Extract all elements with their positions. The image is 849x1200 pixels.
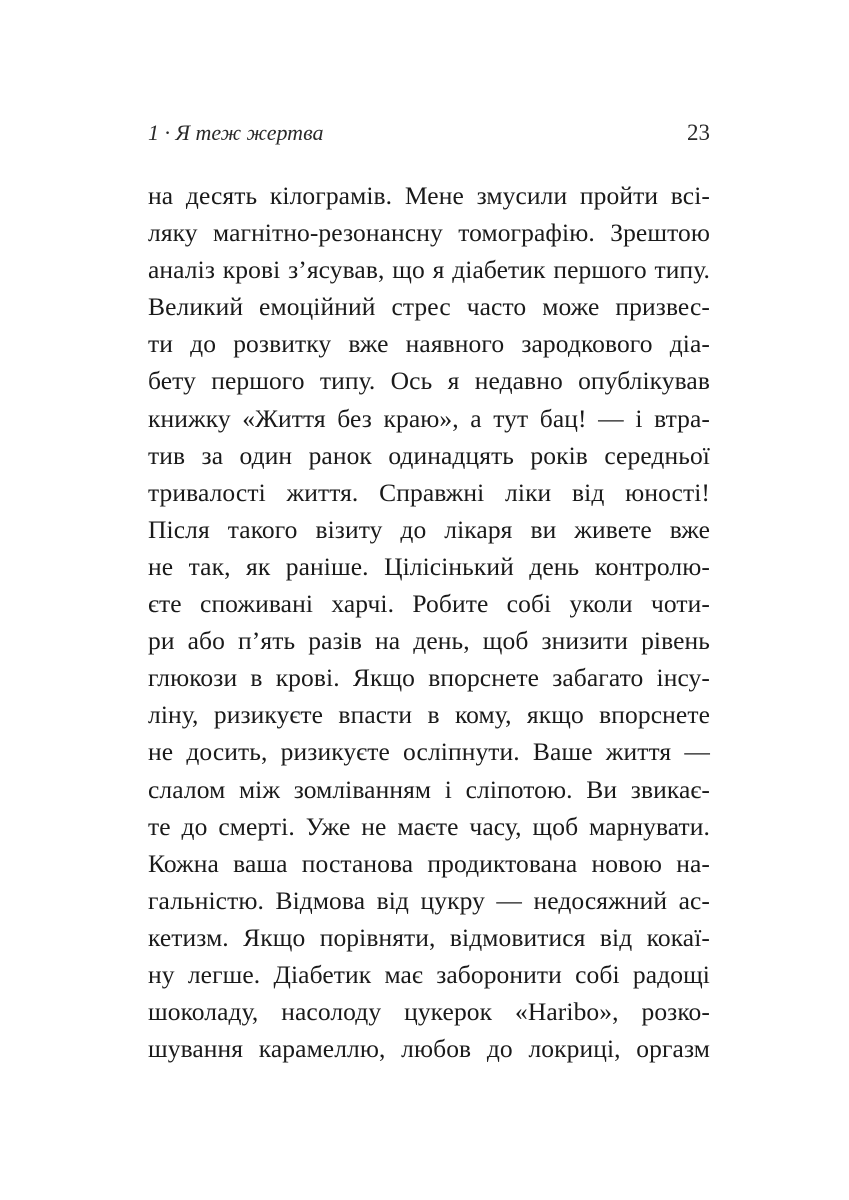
text-line: ліну, ризикуєте впасти в кому, якщо впорснете — [148, 700, 710, 730]
text-line: шоколаду, насолоду цукерок «Haribo», розко- — [148, 997, 710, 1027]
text-line: книжку «Життя без краю», а тут бац! — і втра- — [148, 403, 710, 433]
text-line: Кожна ваша постанова продиктована новою на- — [148, 848, 710, 878]
text-line: не досить, ризикуєте осліпнути. Ваше життя — — [148, 737, 710, 767]
chapter-title: 1 · Я теж жертва — [148, 120, 324, 145]
text-line: Великий емоційний стрес часто може призвес- — [148, 292, 710, 322]
text-line: те до смерті. Уже не маєте часу, щоб марнувати. — [148, 811, 710, 841]
text-line: тривалості життя. Справжні ліки від юності! — [148, 477, 710, 507]
text-line: на десять кілограмів. Мене змусили пройти всі- — [148, 181, 710, 210]
text-line: слалом між зомліванням і сліпотою. Ви звикає- — [148, 774, 710, 804]
body-text — [148, 177, 710, 1067]
text-line: шування карамеллю, любов до локриці, оргазм — [148, 1034, 710, 1064]
text-line: тив за один ранок одинадцять років середньої — [148, 440, 710, 470]
text-line: бету першого типу. Ось я недавно опублікував — [148, 366, 710, 396]
text-line: глюкози в крові. Якщо впорснете забагато інсу- — [148, 663, 710, 693]
text-line: не так, як раніше. Цілісінький день контролю- — [148, 551, 710, 581]
text-line: кетизм. Якщо порівняти, відмовитися від кокаї- — [148, 922, 710, 952]
text-line: ну легше. Діабетик має заборонити собі радощі — [148, 959, 710, 989]
text-line: гальністю. Відмова від цукру — недосяжний ас- — [148, 885, 710, 915]
page-number: 23 — [687, 120, 710, 145]
text-line: аналіз крові з’ясував, що я діабетик першого типу. — [148, 255, 710, 285]
text-line: єте споживані харчі. Робите собі уколи чоти- — [148, 589, 710, 619]
text-line: Після такого візиту до лікаря ви живете вже — [148, 514, 710, 544]
running-head — [148, 118, 710, 148]
text-line: ри або п’ять разів на день, щоб знизити рівень — [148, 626, 710, 656]
text-line: ляку магнітно-резонансну томографію. Зрештою — [148, 218, 710, 248]
text-line: ти до розвитку вже наявного зародкового діа- — [148, 329, 710, 359]
